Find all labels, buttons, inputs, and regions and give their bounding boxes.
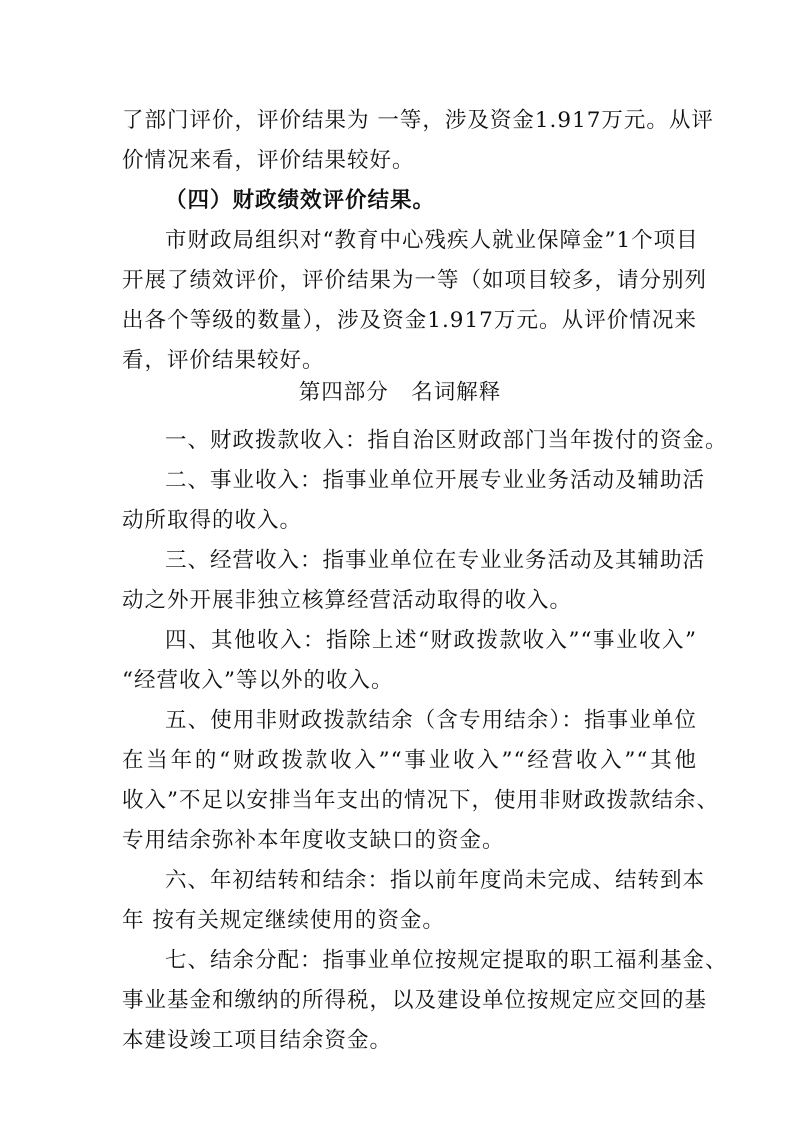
paragraph-line: 五、使用非财政拨款结余（含专用结余）：指事业单位 (165, 708, 697, 733)
paragraph-line: 出各个等级的数量），涉及资金1.917万元。从评价情况来 (122, 308, 697, 333)
paragraph-line: 市财政局组织对“教育中心残疾人就业保障金”1个项目 (165, 228, 699, 253)
paragraph-line: 事业基金和缴纳的所得税，以及建设单位按规定应交回的基 (122, 988, 708, 1013)
paragraph-line: 六、年初结转和结余：指以前年度尚未完成、结转到本 (165, 868, 706, 893)
paragraph-line: 收入”不足以安排当年支出的情况下，使用非财政拨款结余、 (122, 788, 719, 813)
paragraph-line: 动所取得的收入。 (122, 508, 303, 533)
paragraph-line: 年 按有关规定继续使用的资金。 (122, 908, 445, 933)
paragraph-line: 了部门评价，评价结果为 一等，涉及资金1.917万元。从评 (122, 108, 714, 133)
paragraph-line: 在当年的“财政拨款收入”“事业收入”“经营收入”“其他 (122, 748, 697, 773)
paragraph-line: 七、结余分配：指事业单位按规定提取的职工福利基金、 (165, 948, 728, 973)
paragraph-line: “经营收入”等以外的收入。 (122, 668, 394, 693)
section-heading: 第四部分 名词解释 (298, 380, 502, 405)
paragraph-line: 开展了绩效评价，评价结果为一等（如项目较多，请分别列 (122, 268, 708, 293)
section-subheading: （四）财政绩效评价结果。 (165, 188, 436, 213)
paragraph-line: 三、经营收入：指事业单位在专业业务活动及其辅助活 (165, 548, 706, 573)
paragraph-line: 专用结余弥补本年度收支缺口的资金。 (122, 828, 505, 853)
paragraph-line: 二、事业收入：指事业单位开展专业业务活动及辅助活 (165, 468, 706, 493)
paragraph-line: 一、财政拨款收入：指自治区财政部门当年拨付的资金。 (165, 428, 728, 453)
paragraph-line: 价情况来看，评价结果较好。 (122, 148, 415, 173)
paragraph-line: 看，评价结果较好。 (122, 348, 325, 373)
paragraph-line: 动之外开展非独立核算经营活动取得的收入。 (122, 588, 573, 613)
paragraph-line: 四、其他收入：指除上述“财政拨款收入”“事业收入” (165, 628, 697, 653)
paragraph-line: 本建设竣工项目结余资金。 (122, 1028, 393, 1053)
